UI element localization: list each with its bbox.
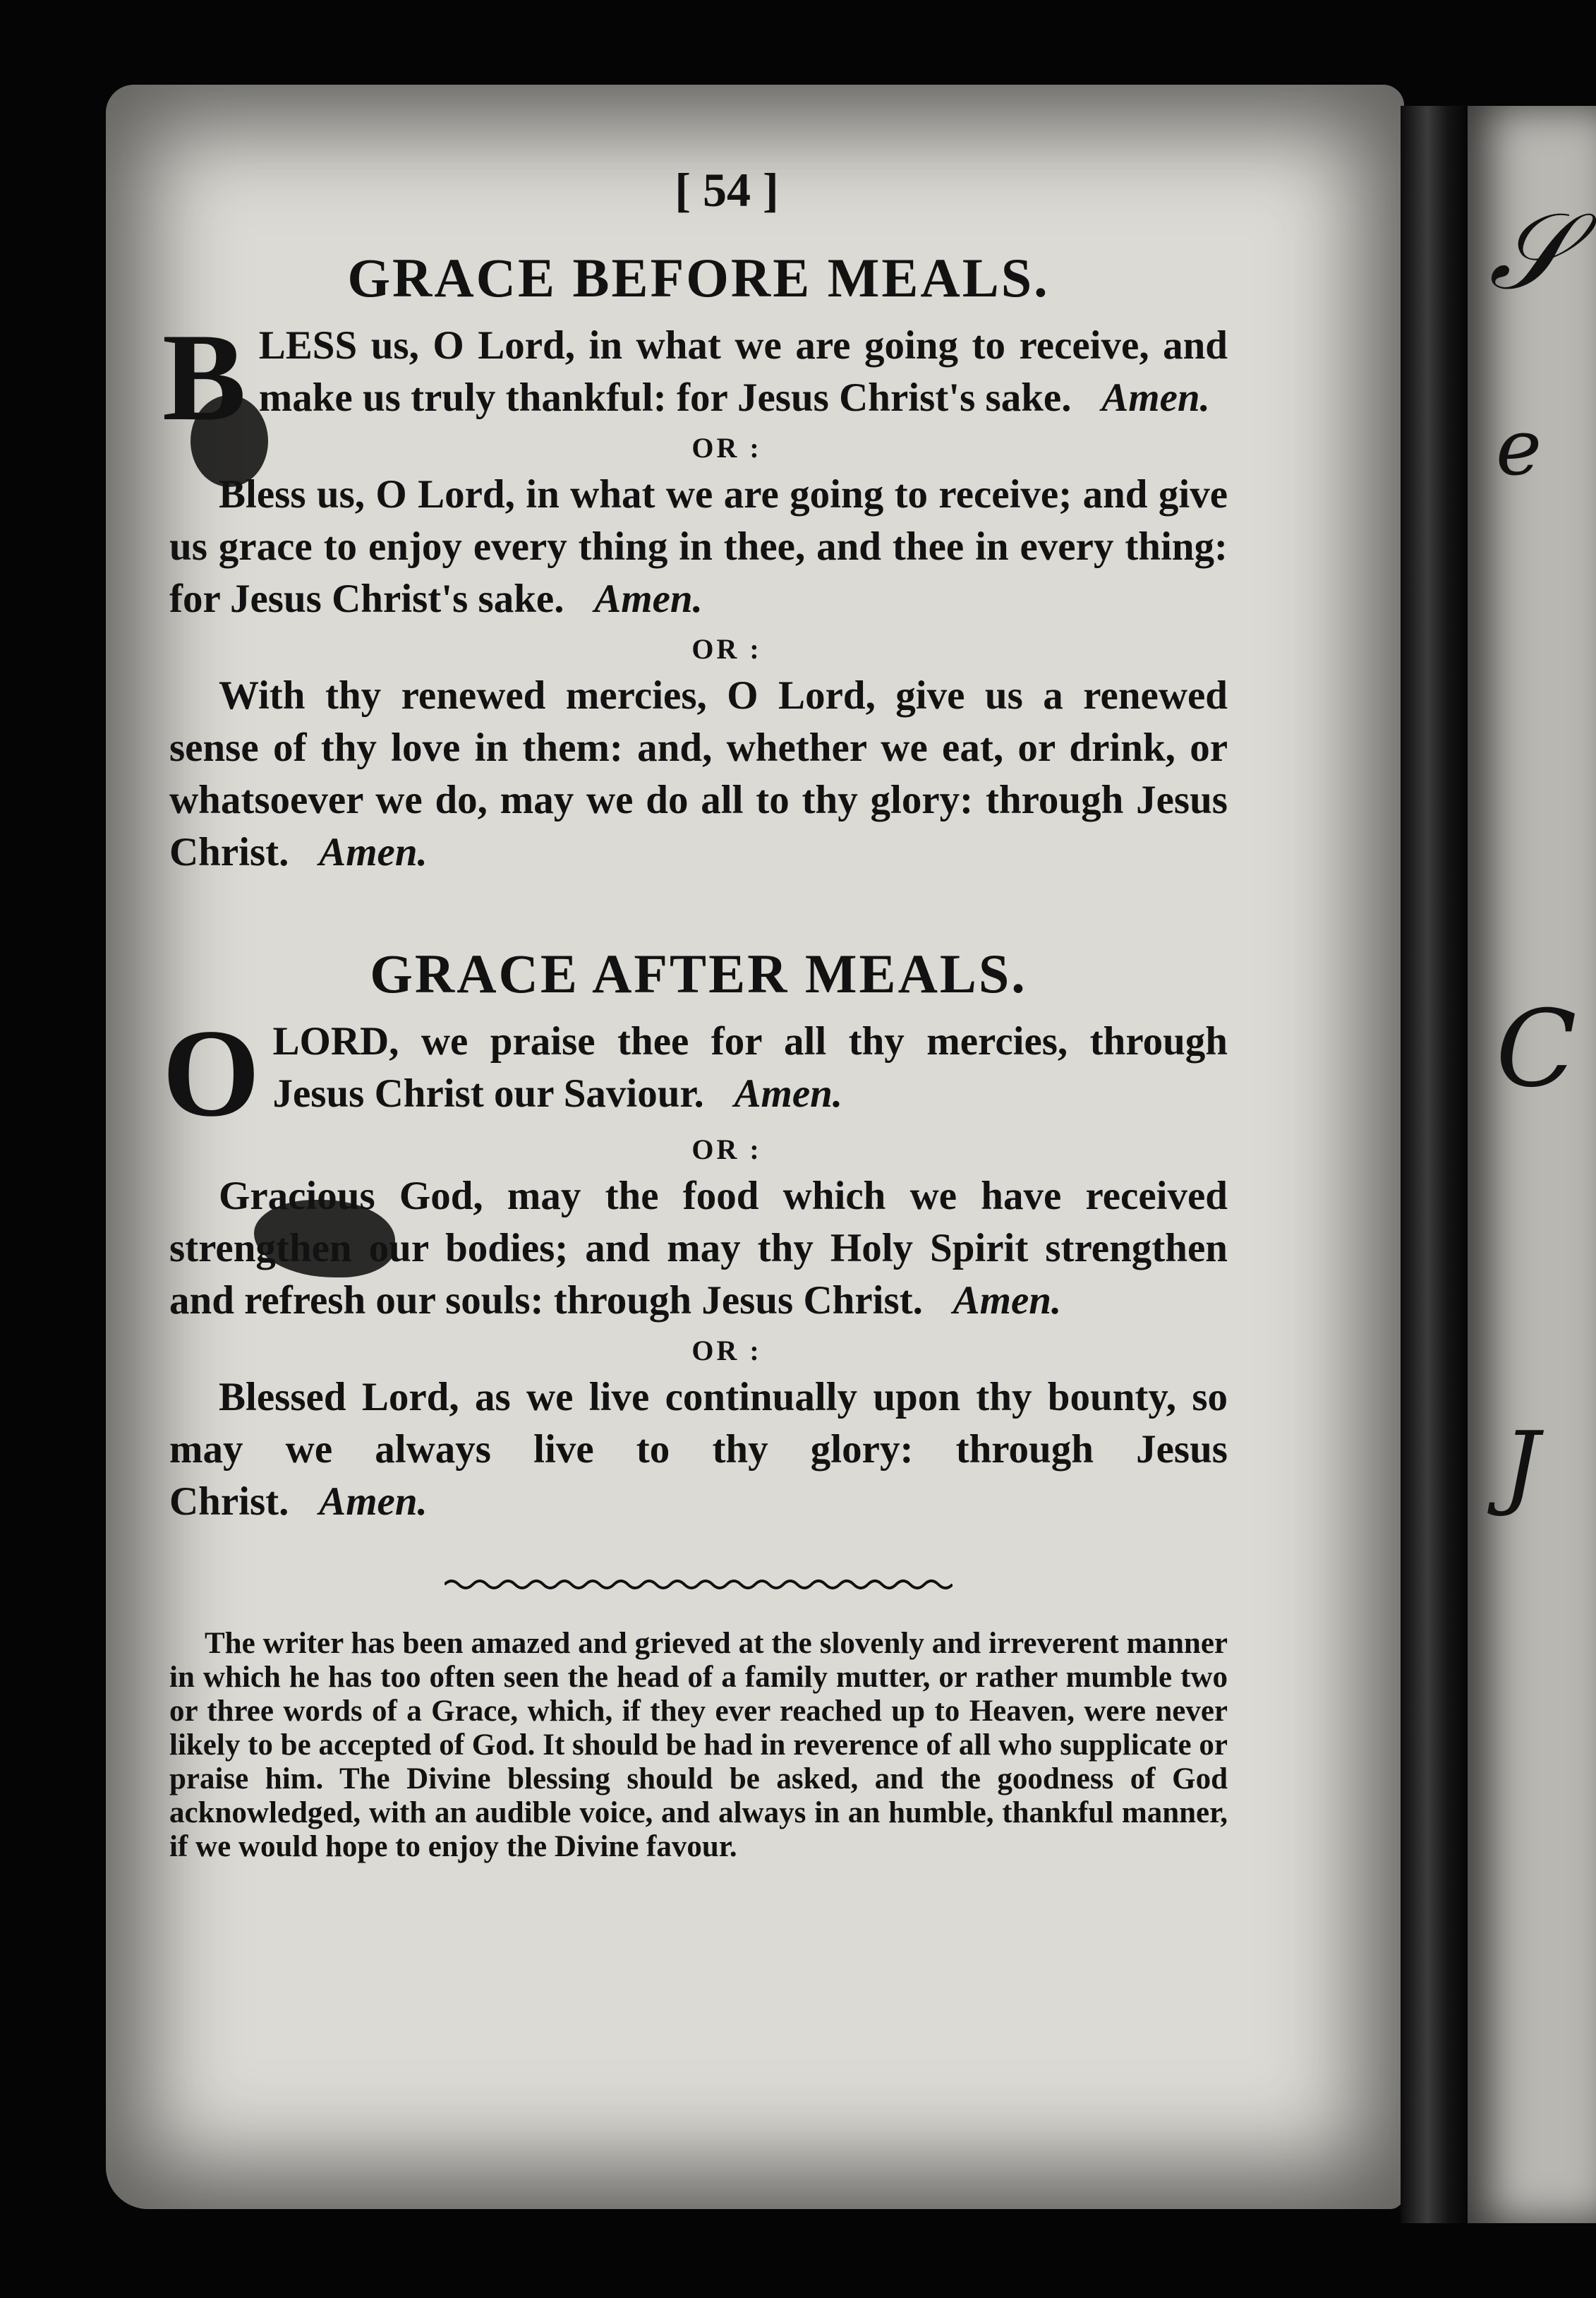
amen: Amen. <box>594 577 703 621</box>
or-label: OR : <box>691 1335 762 1366</box>
section-heading: GRACE BEFORE MEALS. <box>347 247 1050 308</box>
amen: Amen. <box>1101 375 1210 420</box>
paragraph: OLORD, we praise thee for all thy mercies, through Jesus Christ our Saviour. Amen. <box>162 1003 1228 1143</box>
or-label: OR : <box>691 633 762 665</box>
grace-before-meals-section <box>162 246 1228 879</box>
amen: Amen. <box>953 1278 1062 1323</box>
grace-after-meals-section <box>162 942 1228 1528</box>
amen: Amen. <box>734 1071 843 1116</box>
amen: Amen. <box>319 830 428 874</box>
amen: Amen. <box>319 1479 428 1524</box>
page-content <box>162 162 1228 1864</box>
drop-cap: B <box>162 307 246 447</box>
handwriting-mark: e <box>1496 402 1542 493</box>
or-label: OR : <box>691 1133 762 1165</box>
paragraph: Gracious God, may the food which we have received strengthen our bodies; and may thy Holy Spirit strengthen and refresh our souls: through Jesus Christ. Amen. <box>169 1174 1228 1323</box>
ornamental-rule <box>445 1577 953 1592</box>
or-label: OR : <box>691 432 762 464</box>
paragraph: Blessed Lord, as we live continually upon thy bounty, so may we always live to thy glory: through Jesus Christ. Amen. <box>169 1375 1228 1524</box>
paragraph: With thy renewed mercies, O Lord, give us a renewed sense of thy love in them: and, whether we eat, or drink, or whatsoever we do, may we do all to thy glory: through Jesus Christ. Amen. <box>169 673 1228 874</box>
section-heading: GRACE AFTER MEALS. <box>370 943 1027 1004</box>
drop-cap: O <box>162 1003 260 1143</box>
handwriting-mark: J <box>1503 1412 1540 1519</box>
handwriting-mark: C <box>1496 988 1577 1111</box>
book-binding <box>1401 106 1468 2223</box>
adjacent-handwritten-page <box>1468 106 1596 2223</box>
paragraph: Bless us, O Lord, in what we are going to receive; and give us grace to enjoy every thing in thee, and thee in every thing: for Jesus Christ's sake. Amen. <box>169 472 1228 621</box>
footnote: The writer has been amazed and grieved at the slovenly and irreverent manner in which he has too often seen the head of a family mutter, or rather mumble two or three words of a Grace, which, if they ever reached up to Heaven, were never likely to be accepted of God. It should be had in reverence of all who supplicate or praise him. The Divine blessing should be asked, and the goodness of God acknowledged, with an audible voice, and always in an humble, thankful manner, if we would hope to enjoy the Divine favour. <box>169 1627 1228 1863</box>
page-number: [ 54 ] <box>675 163 779 217</box>
paragraph: BLESS us, O Lord, in what we are going to receive, and make us truly thankful: for Jesus Christ's sake. Amen. <box>162 307 1228 447</box>
handwriting-mark: 𝒮 <box>1489 191 1571 313</box>
